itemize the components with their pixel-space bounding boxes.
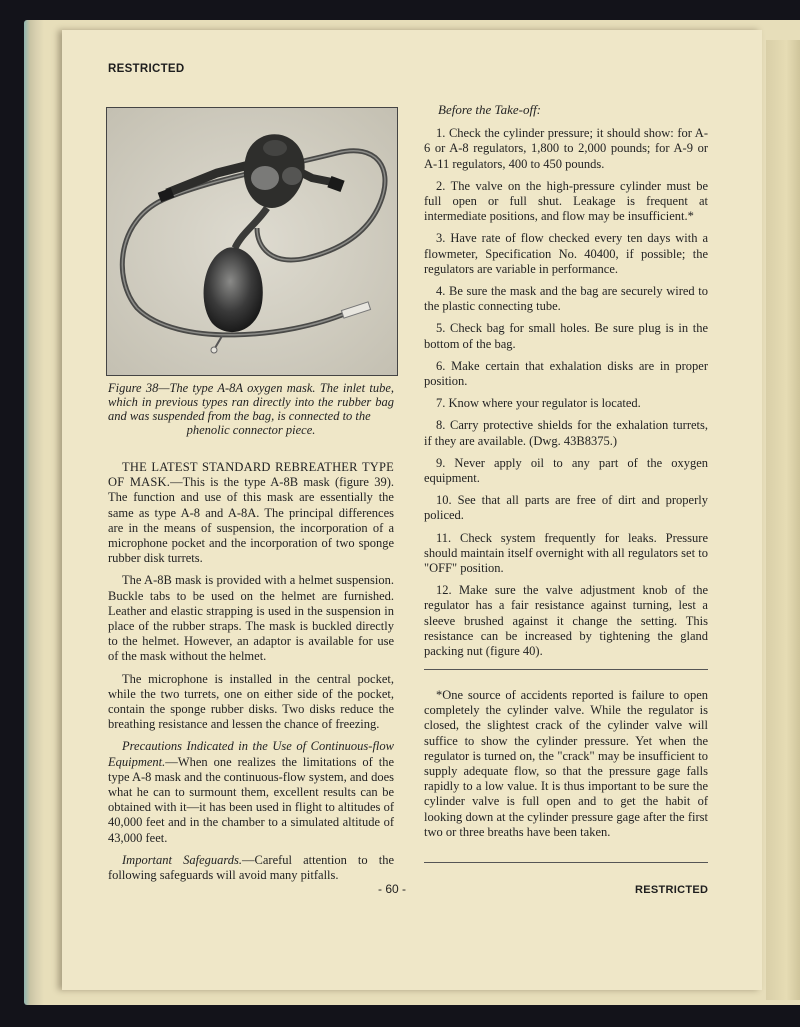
facing-page-edge <box>766 40 800 1000</box>
right-text-column <box>424 102 708 666</box>
checklist-item: 11. Check system frequently for leaks. Pressure should maintain itself overnight with all regulators set to "OFF" position. <box>424 530 708 576</box>
footnote: *One source of accidents reported is failure to open completely the cylinder valve. While the regulator is closed, the slightest crack of the cylinder valve will suffice to show the cylinder pressure. Yet when the regulator is turned on, the "crack" may be insufficient to supply adequate flow, so that the pressure gage falls rapidly to a low value. It is thus important to be sure the cylinder valve is full open and to get the habit of looking down at the cylinder pressure gage after the first two or three breaths have been taken. <box>424 688 708 839</box>
checklist-item: 7. Know where your regulator is located. <box>436 396 641 411</box>
subsection-heading: Important Safeguards. <box>122 852 243 867</box>
oxygen-mask-illustration <box>107 108 397 375</box>
checklist-item: 9. Never apply oil to any part of the oxygen equipment. <box>424 455 708 486</box>
checklist-item: 10. See that all parts are free of dirt and properly policed. <box>424 493 708 523</box>
section-heading: THE LATEST STANDARD REBREATHER TYPE OF MASK. <box>108 460 394 490</box>
caption-line-2: phenolic connector piece. <box>186 423 316 437</box>
figure-caption <box>108 381 394 437</box>
paragraph-latest-mask <box>108 460 394 566</box>
checklist-item: 12. Make sure the valve adjustment knob of the regulator has a fair resistance against turning, lest a sleeve brushed against it change the setting. This resistance can be increased by tightening the gland packing nut (figure 40). <box>424 583 708 659</box>
caption-line-1: Figure 38—The type A-8A oxygen mask. The inlet tube, which in previous types ran directly into the rubber bag and was suspended from the bag, is connected to the <box>108 381 394 423</box>
header-restricted: RESTRICTED <box>108 63 185 75</box>
oxygen-mask-photo <box>106 107 398 376</box>
page-number: - 60 - <box>378 882 407 896</box>
checklist-item: 4. Be sure the mask and the bag are securely wired to the plastic connecting tube. <box>424 284 708 314</box>
checklist-item: 3. Have rate of flow checked every ten days with a flowmeter, Specification No. 40400, if possible; the regulators are variable in performance. <box>424 231 708 276</box>
checklist-item: 6. Make certain that exhalation disks are in proper position. <box>424 358 708 389</box>
checklist-item: 2. The valve on the high-pressure cylinder must be full open or full shut. Leakage is frequent at intermediate positions, and flow may be insufficient.* <box>424 178 708 224</box>
paragraph-text: —When one realizes the limitations of the type A-8 mask and the continuous-flow system, and does what he can to surmount them, excellent results can be obtained with it—it has been used in flight to altitudes of 40,000 feet and in the chamber to a simulated altitude of 43,000 feet. <box>108 754 394 845</box>
before-takeoff-heading: Before the Take-off: <box>438 102 542 117</box>
footer-restricted: RESTRICTED <box>635 884 709 896</box>
checklist-item: 8. Carry protective shields for the exhalation turrets, if they are available. (Dwg. 43B8375.) <box>424 418 708 448</box>
paragraph-text: —Careful attention to the following safeguards will avoid many pitfalls. <box>108 852 394 883</box>
checklist-item: 5. Check bag for small holes. Be sure plug is in the bottom of the bag. <box>424 321 708 351</box>
paragraph-helmet-suspension: The A-8B mask is provided with a helmet suspension. Buckle tabs to be used on the helmet are furnished. Leather and elastic strapping is used in the suspension in place of the rubber straps. The mask is buckled directly to the helmet. However, an adaptor is available for use of the mask without the helmet. <box>108 573 394 664</box>
paragraph-precautions <box>108 739 394 845</box>
footnote-rule-bottom <box>424 862 708 863</box>
subsection-heading: Precautions Indicated in the Use of Continuous-flow Equipment. <box>108 739 394 769</box>
checklist-item: 1. Check the cylinder pressure; it should show: for A-6 or A-8 regulators, 1,800 to 2,000 pounds; for A-9 or A-11 regulators, 400 to 450 pounds. <box>424 126 708 171</box>
footnote-rule-top <box>424 669 708 670</box>
paragraph-microphone: The microphone is installed in the central pocket, while the two turrets, one on either side of the pocket, contain the sponge rubber disks. Two disks reduce the breathing resistance and lessen the chance of freezing. <box>108 671 394 732</box>
left-text-column <box>108 460 394 890</box>
paragraph-safeguards <box>108 853 394 883</box>
paragraph-text: —This is the type A-8B mask (figure 39). The function and use of this mask are essentially the same as type A-8 and A-8A. The principal differences are in the means of suspension, the incorporation of a microphone pocket and the incorporation of two sponge rubber disk turrets. <box>108 475 395 566</box>
